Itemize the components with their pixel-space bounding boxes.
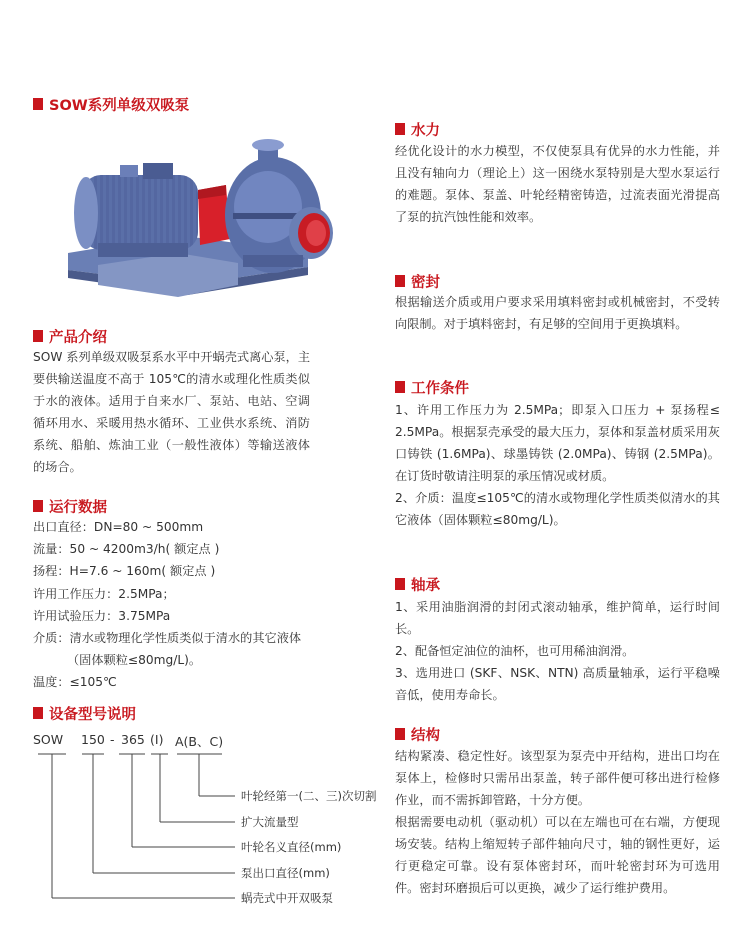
run-data-line: 许用试验压力：3.75MPa — [33, 608, 171, 623]
model-heading: 设备型号说明 — [33, 703, 136, 723]
model-label-outlet: 泵出口直径(mm) — [241, 866, 330, 880]
pump-image — [58, 135, 348, 310]
model-label-type: 蜗壳式中开双吸泵 — [241, 891, 333, 905]
section-title: SOW系列单级双吸泵 — [33, 94, 189, 114]
model-part-flow: (I) — [150, 732, 164, 747]
run-data-line: （固体颗粒≤80mg/L)。 — [67, 653, 202, 668]
hydraulic-heading: 水力 — [395, 119, 440, 139]
conditions-paragraph: 2、介质：温度≤105℃的清水或物理化学性质类似清水的其它液体（固体颗粒≤80mg/L)。 — [395, 491, 720, 527]
bearing-paragraph: 1、采用油脂润滑的封闭式滚动轴承，维护简单，运行时间长。 — [395, 600, 720, 636]
run-data-line: 介质：清水或物理化学性质类似于清水的其它液体 — [33, 630, 302, 645]
conditions-heading: 工作条件 — [395, 377, 469, 397]
conditions-paragraph: 1、许用工作压力为 2.5MPa；即泵入口压力 + 泵扬程≤ 2.5MPa。根据泵壳承受的最大压力，泵体和泵盖材质采用灰口铸铁 (1.6MPa)、球墨铸铁 (2.0MPa)、铸钢 (2.5MPa)。在订货时敬请注明泵的承压情况或材质。 — [395, 403, 720, 483]
intro-text: SOW 系列单级双吸泵系水平中开蜗壳式离心泵，主要供输送温度不高于 105℃的清水或理化性质类似于水的液体。适用于自来水厂、泵站、电站、空调循环用水、采暖用热水循环、工业供水系统、消防系统、船舶、炼油工业（一般性液体）等输送液体的场合。 — [33, 350, 311, 474]
seal-text: 根据输送介质或用户要求采用填料密封或机械密封，不受转向限制。对于填料密封，有足够的空间用于更换填料。 — [395, 295, 720, 331]
bearing-paragraph: 3、选用进口 (SKF、NSK、NTN) 高质量轴承，运行平稳噪音低，使用寿命长。 — [395, 666, 720, 702]
red-square-icon — [395, 275, 405, 287]
conditions-text — [395, 399, 720, 531]
model-label-flow: 扩大流量型 — [241, 815, 299, 829]
red-square-icon — [395, 728, 405, 740]
model-label-cut: 叶轮经第一(二、三)次切割 — [241, 789, 377, 803]
run-data-line: 温度：≤105℃ — [33, 675, 117, 690]
structure-paragraph: 结构紧凑、稳定性好。该型泵为泵壳中开结构，进出口均在泵体上，检修时只需吊出泵盖，转子部件便可移出进行检修作业，而不需拆卸管路，十分方便。 — [395, 749, 720, 807]
model-part-outlet: 150 — [81, 732, 105, 747]
run-data-line: 流量：50 ~ 4200m3/h( 额定点 ) — [33, 542, 220, 557]
red-square-icon — [33, 500, 43, 512]
bearing-heading: 轴承 — [395, 574, 440, 594]
seal-heading: 密封 — [395, 271, 440, 291]
red-square-icon — [395, 578, 405, 590]
run-data-list — [33, 516, 301, 694]
run-data-line: 扬程：H=7.6 ~ 160m( 额定点 ) — [33, 564, 216, 579]
model-part-cut: A(B、C) — [175, 734, 224, 749]
red-square-icon — [33, 98, 43, 110]
run-data-line: 许用工作压力：2.5MPa； — [33, 586, 175, 601]
red-square-icon — [395, 123, 405, 135]
red-square-icon — [33, 707, 43, 719]
intro-heading: 产品介绍 — [33, 326, 107, 346]
structure-paragraph: 根据需要电动机（驱动机）可以在左端也可在右端，方便现场安装。结构上缩短转子部件轴向尺寸，轴的钢性更好，运行更稳定可靠。设有泵体密封环，而叶轮密封环为可选用件。密封环磨损后可以更换，减少了运行维护费用。 — [395, 815, 720, 895]
bearing-paragraph: 2、配备恒定油位的油杯，也可用稀油润滑。 — [395, 644, 635, 658]
red-square-icon — [33, 330, 43, 342]
model-label-impeller: 叶轮名义直径(mm) — [241, 840, 342, 854]
hydraulic-text: 经优化设计的水力模型，不仅使泵具有优异的水力性能，并且没有轴向力（理论上）这一困绕水泵特别是大型水泵运行的难题。泵体、泵盖、叶轮经精密铸造，过流表面光滑提高了泵的抗汽蚀性能和效率。 — [395, 144, 720, 224]
run-data-heading: 运行数据 — [33, 496, 107, 516]
model-part-dash: - — [110, 732, 115, 747]
red-square-icon — [395, 381, 405, 393]
model-part-impeller: 365 — [121, 732, 145, 747]
structure-heading: 结构 — [395, 724, 440, 744]
run-data-line: 出口直径：DN=80 ~ 500mm — [33, 520, 204, 534]
structure-text — [395, 745, 720, 899]
bearing-text — [395, 596, 720, 706]
model-part-sow: SOW — [33, 732, 64, 747]
